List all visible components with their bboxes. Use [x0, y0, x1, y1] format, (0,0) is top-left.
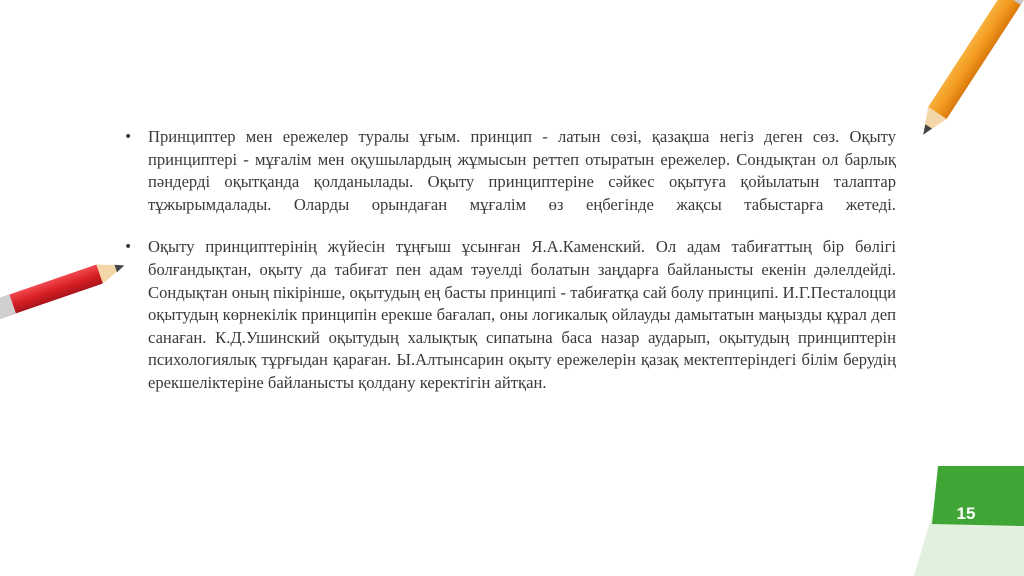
bullet-icon: • — [124, 129, 133, 145]
red-pencil-icon — [0, 240, 140, 320]
paragraph-text: Принциптер мен ережелер туралы ұғым. принцип - латын сөзі, қазақша негіз деген сөз. Оқыту принциптері - мұғалім мен оқушылардың жұмысын реттеп отыратын ережелер. Сондықтан ол барлық пәндерді оқытқанда қолданылады. Оқыту принциптеріне сәйкес оқытуға қойылатын талаптар тұжырымдалады. Оларды орындаған мұғалім өз еңбегінде жақсы табыстарға жетеді. — [148, 127, 896, 214]
bullet-icon: • — [124, 239, 133, 256]
paragraph-text: Оқыту принциптерінің жүйесін тұңғыш ұсынған Я.А.Каменский. Ол адам табиғаттың бір бөлігі болғандықтан, оқыту да табиғат пен адам тәуелді болатын заңдарға байланысты екенін дәлелдейді. Сондықтан оның пікірінше, оқытудың ең басты принципі - табиғатқа сай болу принципі. И.Г.Песталоцци оқытудың көрнекілік принципін ерекше бағалап, оны логикалық ойлауды дамытатын маңызды құрал деп санаған. К.Д.Ушинский оқытудың халықтық сипатына баса назар аударып, оқытудың принциптерін психологиялық тұрғыдан қараған. Ы.Алтынсарин оқыту ережелерін қазақ мектептеріндегі білім берудің ерекшеліктеріне байланысты қолдану керектігін айтқан. — [148, 237, 896, 392]
slide-content — [120, 126, 896, 415]
page-number: 15 — [956, 504, 976, 523]
bullet-paragraph-2 — [120, 236, 896, 394]
orange-pencil-icon — [896, 0, 1024, 160]
bullet-paragraph-1 — [120, 126, 896, 216]
